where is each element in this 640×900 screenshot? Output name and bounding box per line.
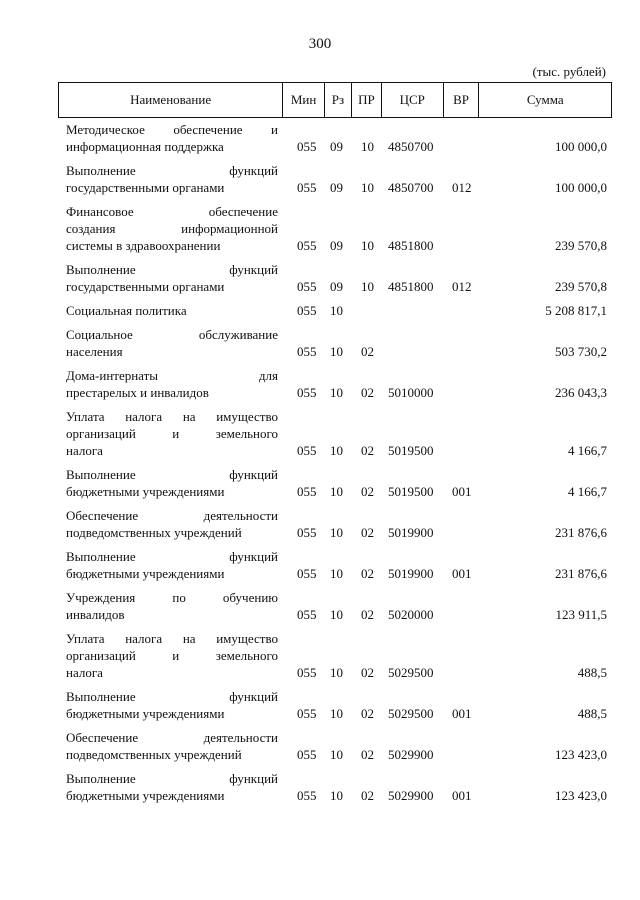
row-name-line: престарелых и инвалидов (66, 385, 209, 400)
cell-min: 055 (297, 706, 317, 721)
cell-min: 055 (297, 747, 317, 762)
row-name-line: информационная поддержка (66, 139, 224, 154)
cell-sum: 100 000,0 (555, 180, 607, 195)
cell-sum: 503 730,2 (555, 344, 607, 359)
row-name-line: Социальная политика (66, 303, 187, 318)
row-name-line: подведомственных учреждений (66, 747, 242, 762)
row-name-line: государственными органами (66, 279, 225, 294)
cell-min: 055 (297, 385, 317, 400)
cell-min: 055 (297, 788, 317, 803)
cell-rz: 10 (330, 566, 343, 581)
row-name-line: системы в здравоохранении (66, 238, 221, 253)
cell-pr: 02 (361, 344, 374, 359)
row-values (0, 483, 640, 500)
row-name-line: инвалидов (66, 607, 125, 622)
table-row (0, 507, 640, 541)
cell-rz: 10 (330, 525, 343, 540)
table-header (58, 82, 612, 118)
table-body (0, 121, 640, 811)
cell-pr: 02 (361, 443, 374, 458)
cell-min: 055 (297, 303, 317, 318)
row-values (0, 179, 640, 196)
column-header-pr: ПР (352, 83, 382, 117)
row-values (0, 787, 640, 804)
row-name-line: Дома-интернаты для (66, 368, 278, 383)
cell-csr: 5019500 (388, 484, 434, 499)
table-row (0, 589, 640, 623)
table-row (0, 688, 640, 722)
table-row (0, 261, 640, 295)
row-name-line: Выполнение функций (66, 467, 278, 482)
cell-csr: 5019900 (388, 525, 434, 540)
cell-min: 055 (297, 525, 317, 540)
cell-sum: 488,5 (577, 665, 607, 680)
cell-rz: 10 (330, 484, 343, 499)
row-values (0, 302, 640, 319)
table-row (0, 326, 640, 360)
column-header-sum: Сумма (526, 92, 564, 107)
cell-sum: 239 570,8 (555, 238, 607, 253)
table-row (0, 729, 640, 763)
cell-csr: 5029500 (388, 706, 434, 721)
cell-min: 055 (297, 665, 317, 680)
cell-rz: 10 (330, 385, 343, 400)
cell-rz: 10 (330, 706, 343, 721)
row-values (0, 746, 640, 763)
row-name-line: государственными органами (66, 180, 225, 195)
cell-csr: 5010000 (388, 385, 434, 400)
cell-pr: 10 (361, 139, 374, 154)
cell-min: 055 (297, 279, 317, 294)
cell-min: 055 (297, 180, 317, 195)
row-name-line: Выполнение функций (66, 262, 278, 277)
row-values (0, 565, 640, 582)
column-header-csr: ЦСР (382, 83, 444, 117)
cell-rz: 10 (330, 344, 343, 359)
table-row (0, 302, 640, 319)
cell-sum: 231 876,6 (555, 525, 607, 540)
cell-rz: 09 (330, 139, 343, 154)
row-name-line: бюджетными учреждениями (66, 566, 225, 581)
table-row (0, 466, 640, 500)
cell-pr: 10 (361, 180, 374, 195)
row-name-line: создания информационной (66, 221, 278, 236)
cell-min: 055 (297, 344, 317, 359)
table-row (0, 203, 640, 254)
row-name-line: налога (66, 665, 103, 680)
row-name-line: бюджетными учреждениями (66, 706, 225, 721)
cell-rz: 10 (330, 747, 343, 762)
row-name-line: подведомственных учреждений (66, 525, 242, 540)
row-values (0, 705, 640, 722)
row-values (0, 442, 640, 459)
row-name-line: организаций и земельного (66, 648, 278, 663)
cell-csr: 5029500 (388, 665, 434, 680)
cell-sum: 488,5 (577, 706, 607, 721)
row-name-line: налога (66, 443, 103, 458)
cell-pr: 10 (361, 279, 374, 294)
row-values (0, 237, 640, 254)
cell-pr: 10 (361, 238, 374, 253)
table-row (0, 770, 640, 804)
table-row (0, 367, 640, 401)
cell-rz: 09 (330, 279, 343, 294)
cell-rz: 09 (330, 180, 343, 195)
cell-vr: 001 (452, 788, 472, 803)
row-values (0, 138, 640, 155)
cell-pr: 02 (361, 747, 374, 762)
column-header-rz: Рз (325, 83, 352, 117)
units-note: (тыс. рублей) (532, 64, 606, 79)
column-header-min: Мин (283, 83, 325, 117)
cell-pr: 02 (361, 706, 374, 721)
cell-sum: 4 166,7 (568, 443, 607, 458)
row-name-line: Уплата налога на имущество (66, 409, 278, 424)
row-values (0, 664, 640, 681)
cell-sum: 100 000,0 (555, 139, 607, 154)
column-header-vr: ВР (444, 83, 480, 117)
cell-pr: 02 (361, 484, 374, 499)
cell-sum: 231 876,6 (555, 566, 607, 581)
row-name-line: Обеспечение деятельности (66, 730, 278, 745)
table-row (0, 121, 640, 155)
cell-csr: 5020000 (388, 607, 434, 622)
cell-vr: 001 (452, 566, 472, 581)
table-row (0, 548, 640, 582)
row-name-line: Обеспечение деятельности (66, 508, 278, 523)
column-header-name: Наименование (59, 83, 283, 117)
cell-vr: 012 (452, 180, 472, 195)
row-name-line: Уплата налога на имущество (66, 631, 278, 646)
row-name-line: Финансовое обеспечение (66, 204, 278, 219)
cell-min: 055 (297, 566, 317, 581)
cell-csr: 5029900 (388, 747, 434, 762)
cell-sum: 4 166,7 (568, 484, 607, 499)
cell-vr: 012 (452, 279, 472, 294)
cell-pr: 02 (361, 788, 374, 803)
row-name-line: Методическое обеспечение и (66, 122, 278, 137)
cell-sum: 239 570,8 (555, 279, 607, 294)
cell-rz: 10 (330, 665, 343, 680)
cell-min: 055 (297, 139, 317, 154)
table-row (0, 162, 640, 196)
cell-min: 055 (297, 484, 317, 499)
cell-csr: 4850700 (388, 139, 434, 154)
cell-rz: 10 (330, 788, 343, 803)
row-name-line: Выполнение функций (66, 549, 278, 564)
table-row (0, 630, 640, 681)
cell-rz: 09 (330, 238, 343, 253)
cell-sum: 5 208 817,1 (545, 303, 607, 318)
cell-rz: 10 (330, 607, 343, 622)
row-values (0, 278, 640, 295)
cell-sum: 123 911,5 (555, 607, 607, 622)
cell-csr: 4850700 (388, 180, 434, 195)
cell-csr: 5019500 (388, 443, 434, 458)
row-values (0, 524, 640, 541)
cell-csr: 4851800 (388, 279, 434, 294)
row-name-line: Социальное обслуживание (66, 327, 278, 342)
cell-csr: 5029900 (388, 788, 434, 803)
row-name-line: Учреждения по обучению (66, 590, 278, 605)
row-name-line: Выполнение функций (66, 771, 278, 786)
row-name-line: Выполнение функций (66, 163, 278, 178)
table-row (0, 408, 640, 459)
row-name-line: бюджетными учреждениями (66, 788, 225, 803)
cell-rz: 10 (330, 443, 343, 458)
cell-csr: 5019900 (388, 566, 434, 581)
cell-pr: 02 (361, 607, 374, 622)
row-name-line: организаций и земельного (66, 426, 278, 441)
cell-min: 055 (297, 443, 317, 458)
row-values (0, 343, 640, 360)
cell-vr: 001 (452, 706, 472, 721)
cell-min: 055 (297, 238, 317, 253)
row-name-line: бюджетными учреждениями (66, 484, 225, 499)
cell-min: 055 (297, 607, 317, 622)
cell-pr: 02 (361, 385, 374, 400)
cell-csr: 4851800 (388, 238, 434, 253)
cell-sum: 123 423,0 (555, 788, 607, 803)
cell-rz: 10 (330, 303, 343, 318)
cell-sum: 236 043,3 (555, 385, 607, 400)
row-name-line: Выполнение функций (66, 689, 278, 704)
row-values (0, 384, 640, 401)
row-values (0, 606, 640, 623)
row-name-line: населения (66, 344, 123, 359)
cell-pr: 02 (361, 665, 374, 680)
page-number: 300 (308, 36, 332, 52)
cell-pr: 02 (361, 566, 374, 581)
cell-pr: 02 (361, 525, 374, 540)
cell-vr: 001 (452, 484, 472, 499)
cell-sum: 123 423,0 (555, 747, 607, 762)
